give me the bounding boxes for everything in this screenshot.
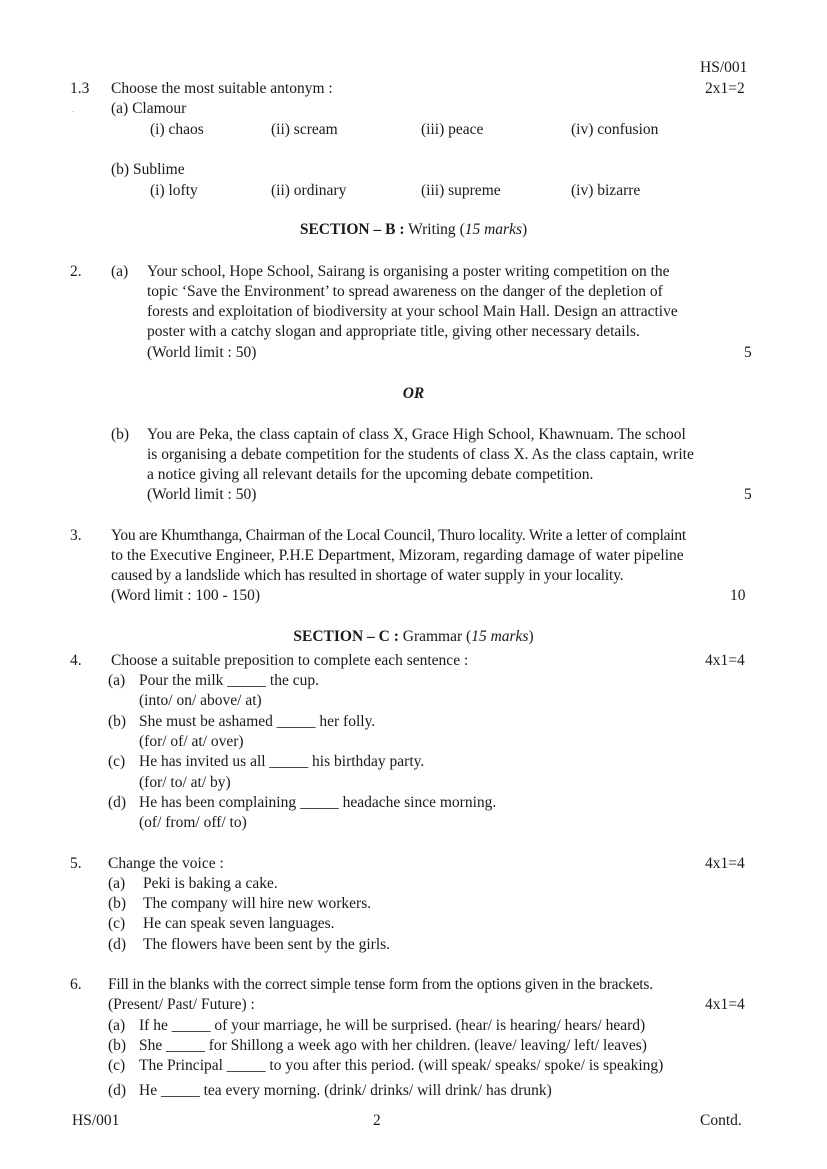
sub-question-label: (a): [111, 263, 129, 280]
marks-label: 2x1=2: [705, 80, 745, 97]
question-number: 6.: [70, 976, 82, 993]
section-title: SECTION – B :: [299, 221, 405, 238]
item-text: He _____ tea every morning. (drink/ drinks/ will drink/ has drunk): [139, 1082, 552, 1099]
stray-mark: .: [72, 105, 74, 114]
question-number: 3.: [70, 527, 82, 544]
question-prompt: Fill in the blanks with the correct simple tense form from the options given in the brackets.: [108, 976, 653, 993]
item-text: She _____ for Shillong a week ago with her children. (leave/ leaving/ left/ leaves): [139, 1037, 647, 1054]
question-prompt: Choose the most suitable antonym :: [111, 80, 333, 97]
marks-label: 4x1=4: [705, 652, 745, 669]
sub-question-label: (b): [111, 426, 130, 443]
section-heading: SECTION – C : Grammar (15 marks): [293, 628, 534, 645]
item-label: (d): [108, 936, 127, 953]
option-text: (ii) scream: [271, 121, 338, 138]
item-options: (for/ to/ at/ by): [139, 774, 231, 791]
item-label: (c): [108, 915, 126, 932]
option-text: (iii) peace: [421, 121, 484, 138]
item-text: She must be ashamed _____ her folly.: [139, 713, 376, 730]
question-line: is organising a debate competition for the students of class X. As the class captain, write: [147, 446, 694, 463]
question-line: topic ‘Save the Environment’ to spread awareness on the danger of the depletion of: [147, 283, 663, 300]
section-marks: 15 marks: [464, 221, 522, 238]
item-label: (c): [108, 753, 126, 770]
item-text: Pour the milk _____ the cup.: [139, 672, 319, 689]
sub-question-label: (a) Clamour: [111, 100, 187, 117]
question-number: 5.: [70, 855, 82, 872]
section-name: Writing: [408, 221, 456, 238]
question-number: 1.3: [70, 80, 90, 97]
item-text: The flowers have been sent by the girls.: [143, 936, 391, 953]
item-label: (a): [108, 1017, 126, 1034]
section-title: SECTION – C :: [293, 628, 399, 645]
item-label: (b): [108, 895, 127, 912]
question-line: forests and exploitation of biodiversity at your school Main Hall. Design an attractive: [147, 303, 678, 320]
word-limit: (Word limit : 100 - 150): [111, 587, 260, 604]
marks-label: 10: [730, 587, 746, 604]
word-limit: (World limit : 50): [147, 344, 257, 361]
question-number: 4.: [70, 652, 82, 669]
marks-label: 5: [744, 344, 752, 361]
item-text: He has been complaining _____ headache since morning.: [139, 794, 497, 811]
item-label: (a): [108, 672, 126, 689]
option-text: (i) lofty: [150, 182, 198, 199]
item-label: (d): [108, 1082, 127, 1099]
item-label: (d): [108, 794, 127, 811]
question-prompt: Change the voice :: [108, 855, 224, 872]
question-prompt: Choose a suitable preposition to complete each sentence :: [111, 652, 469, 669]
item-text: The company will hire new workers.: [143, 895, 372, 912]
item-label: (a): [108, 875, 126, 892]
question-line: caused by a landslide which has resulted in shortage of water supply in your locality.: [111, 567, 624, 584]
section-marks: 15 marks: [471, 628, 529, 645]
marks-label: 4x1=4: [705, 855, 745, 872]
continued-label: Contd.: [700, 1112, 742, 1129]
paper-code-footer: HS/001: [72, 1112, 120, 1129]
question-line: to the Executive Engineer, P.H.E Department, Mizoram, regarding damage of water pipeline: [111, 547, 684, 564]
item-text: If he _____ of your marriage, he will be surprised. (hear/ is hearing/ hears/ heard): [139, 1017, 646, 1034]
item-label: (c): [108, 1057, 126, 1074]
marks-label: 5: [744, 486, 752, 503]
option-text: (iii) supreme: [421, 182, 501, 199]
question-prompt-options: (Present/ Past/ Future) :: [108, 996, 255, 1013]
item-label: (b): [108, 713, 127, 730]
item-text: Peki is baking a cake.: [143, 875, 278, 892]
section-heading: SECTION – B : Writing (15 marks): [299, 221, 528, 238]
item-label: (b): [108, 1037, 127, 1054]
question-line: a notice giving all relevant details for the upcoming debate competition.: [147, 466, 594, 483]
question-line: poster with a catchy slogan and appropriate title, giving other necessary details.: [147, 323, 640, 340]
item-options: (for/ of/ at/ over): [139, 733, 244, 750]
section-name: Grammar: [402, 628, 463, 645]
or-divider: OR: [402, 385, 425, 402]
item-text: The Principal _____ to you after this period. (will speak/ speaks/ spoke/ is speaking): [139, 1057, 664, 1074]
question-line: You are Khumthanga, Chairman of the Local Council, Thuro locality. Write a letter of complaint: [111, 527, 686, 544]
item-options: (of/ from/ off/ to): [139, 814, 247, 831]
marks-label: 4x1=4: [705, 996, 745, 1013]
page-number: 2: [373, 1112, 381, 1129]
item-options: (into/ on/ above/ at): [139, 692, 262, 709]
sub-question-label: (b) Sublime: [111, 161, 185, 178]
option-text: (iv) confusion: [571, 121, 659, 138]
option-text: (i) chaos: [150, 121, 204, 138]
word-limit: (World limit : 50): [147, 486, 257, 503]
item-text: He can speak seven languages.: [143, 915, 335, 932]
item-text: He has invited us all _____ his birthday party.: [139, 753, 425, 770]
question-number: 2.: [70, 263, 82, 280]
question-line: You are Peka, the class captain of class X, Grace High School, Khawnuam. The school: [147, 426, 686, 443]
option-text: (ii) ordinary: [271, 182, 347, 199]
paper-code-header: HS/001: [700, 59, 748, 76]
question-line: Your school, Hope School, Sairang is organising a poster writing competition on the: [147, 263, 670, 280]
option-text: (iv) bizarre: [571, 182, 641, 199]
